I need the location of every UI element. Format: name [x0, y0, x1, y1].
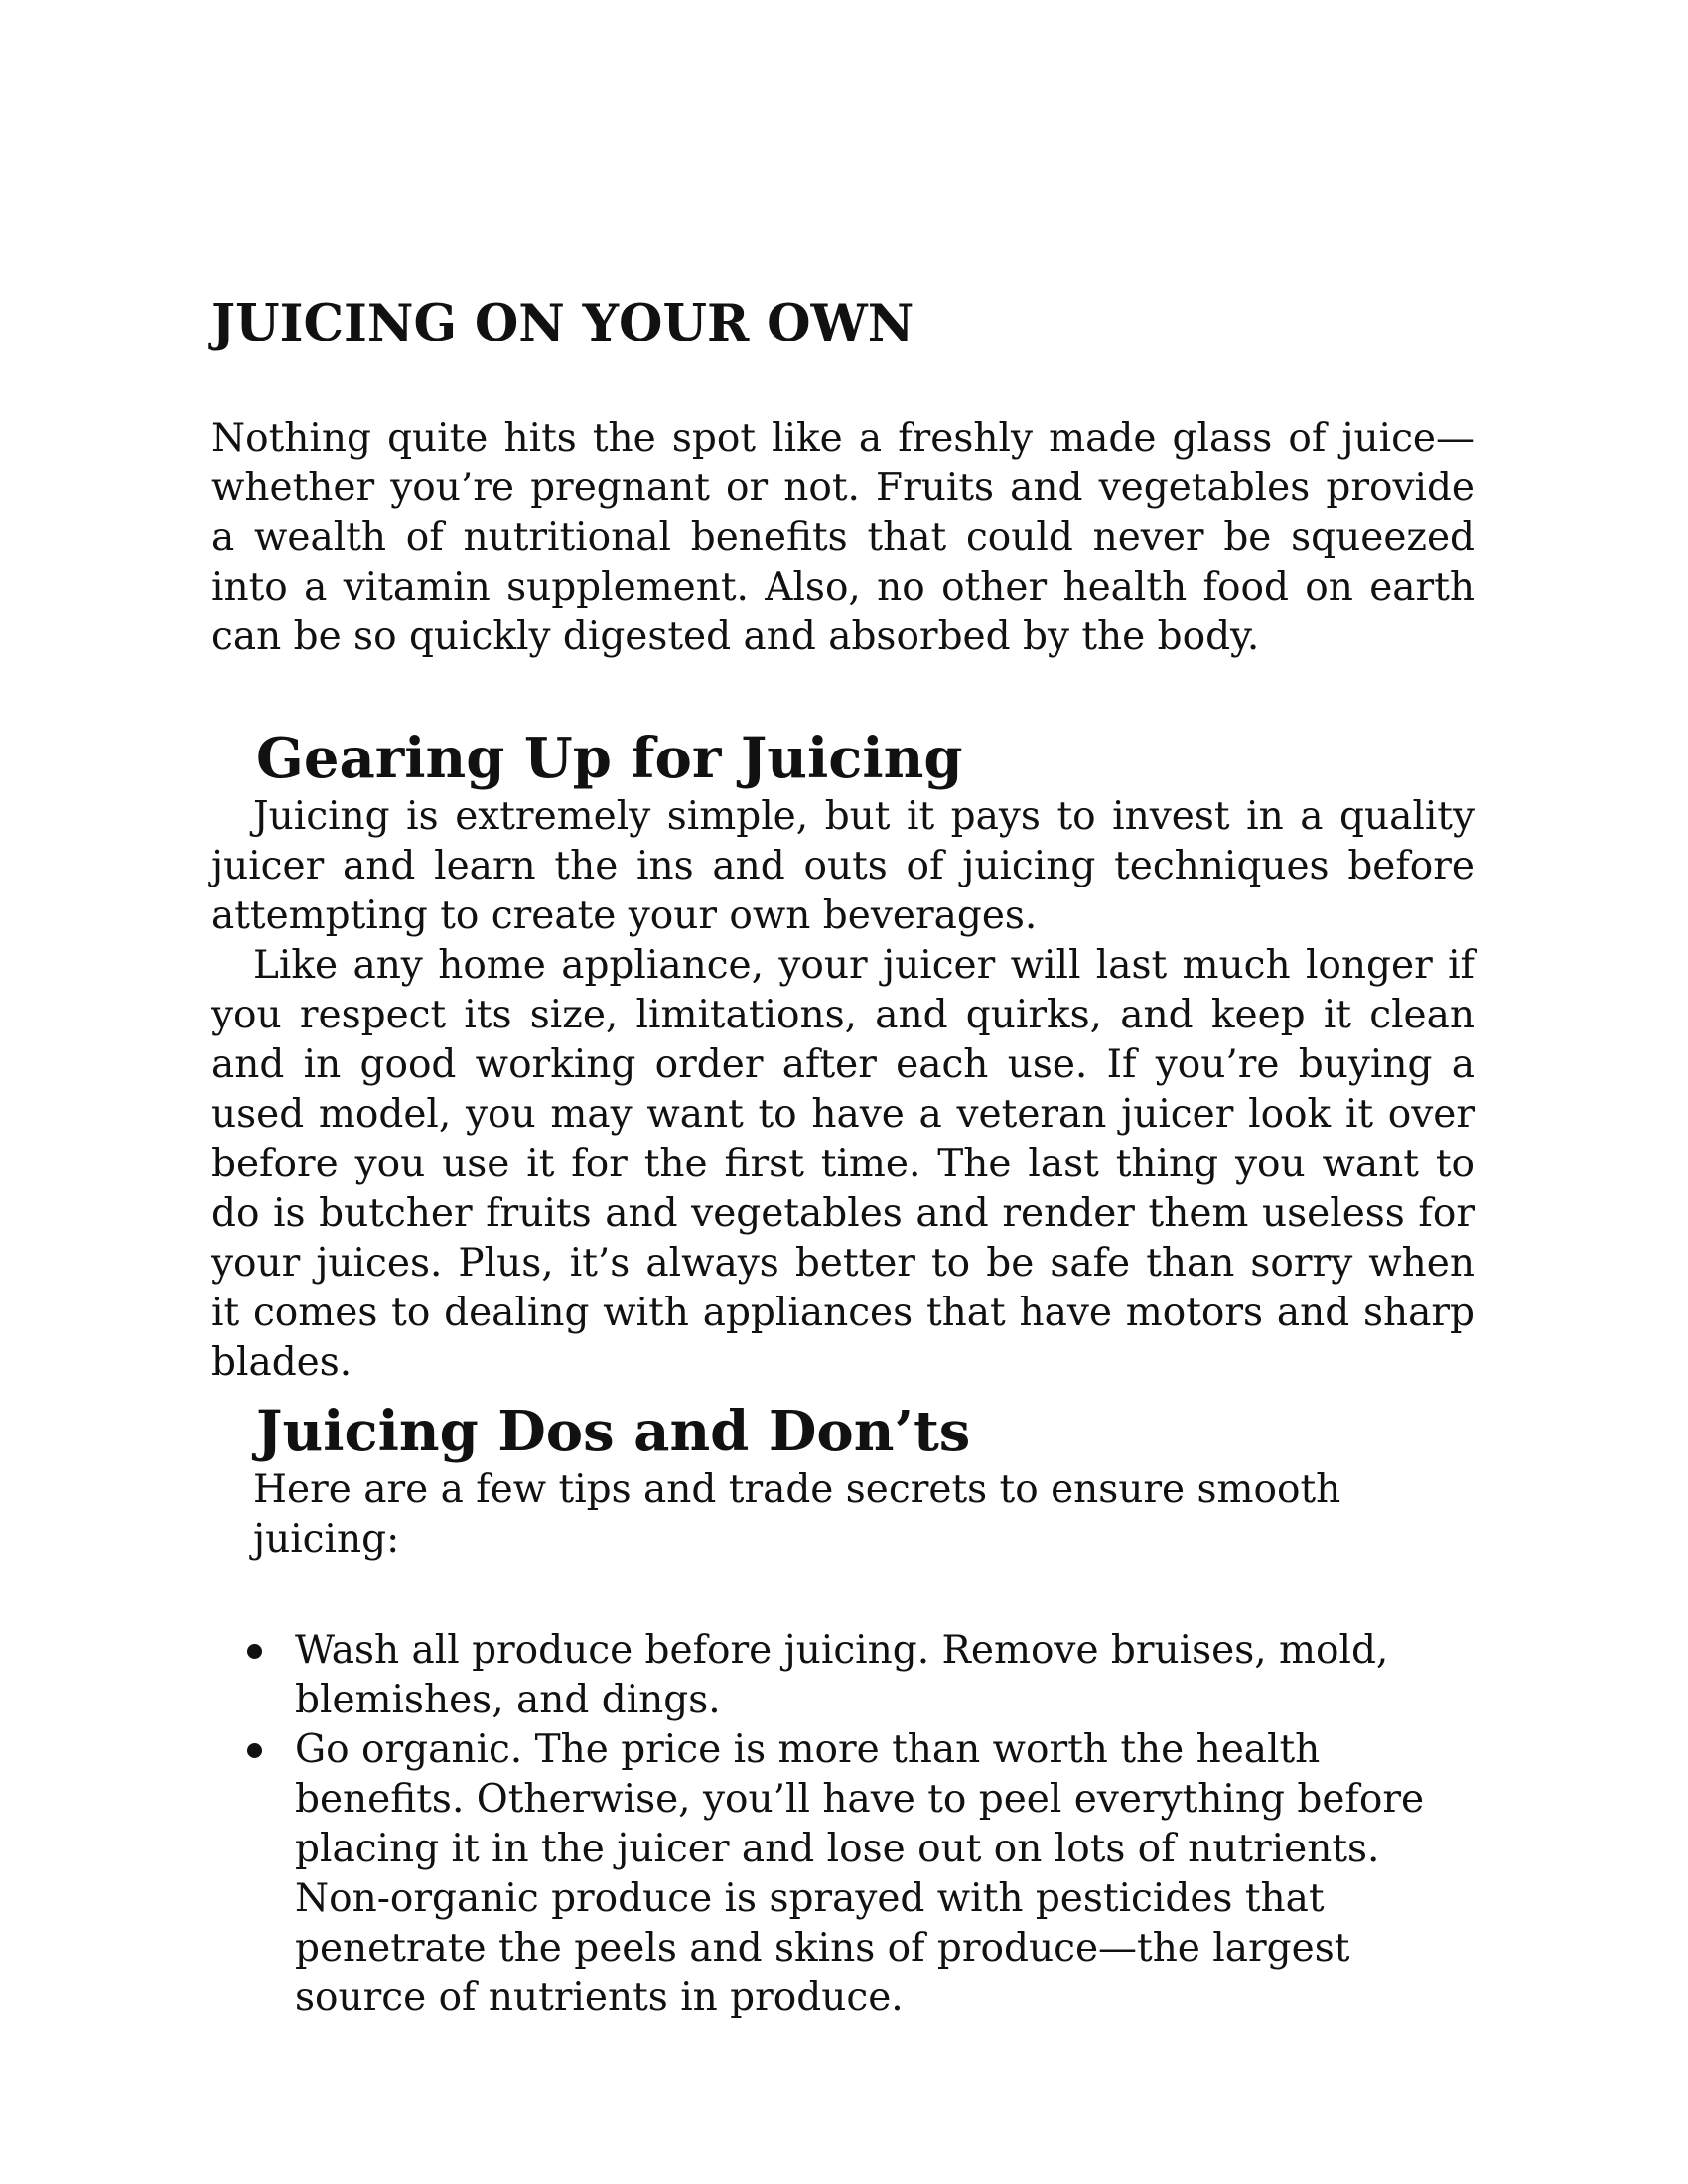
tips-list [211, 1626, 1475, 2023]
chapter-title: JUICING ON YOUR OWN [211, 294, 914, 353]
section-heading: Gearing Up for Juicing [256, 726, 963, 791]
bullet-icon [247, 1644, 262, 1659]
body-paragraph: Juicing is extremely simple, but it pays to invest in a quality juicer and learn the ins and outs of juicing techniques before attempting to create your own beverages. [211, 794, 1475, 938]
list-item-text: Wash all produce before juicing. Remove bruises, mold, blemishes, and dings. [295, 1628, 1389, 1722]
section-dos-and-donts [211, 1398, 1475, 2023]
body-paragraph: Like any home appliance, your juicer will last much longer if you respect its size, limitations, and quirks, and keep it clean and in good working order after each use. If you’re buying a used model, you may want to have a veteran juicer look it over before you use it for the first time. The last thing you want to do is butcher fruits and vegetables and render them useless for your juices. Plus, it’s always better to be safe than sorry when it comes to dealing with appliances that have motors and sharp blades. [211, 943, 1475, 1385]
lead-paragraph: Here are a few tips and trade secrets to ensure smooth juicing: [253, 1467, 1341, 1562]
list-item [211, 1725, 1475, 2023]
section-gearing-up [211, 725, 1475, 1388]
list-item-text: Go organic. The price is more than worth the health benefits. Otherwise, you’ll have to peel everything before placing it in the juicer and lose out on lots of nutrients. Non-organic produce is sprayed with pesticides that penetrate the peels and skins of produce—the largest source of nutrients in produce. [295, 1727, 1425, 2020]
section-heading: Juicing Dos and Don’ts [256, 1399, 971, 1464]
list-item [211, 1626, 1475, 1725]
intro-paragraph: Nothing quite hits the spot like a freshly made glass of juice—whether you’re pregnant or not. Fruits and vegetables provide a wealth of nutritional benefits that could never be squeezed into a vitamin supplement. Also, no other health food on earth can be so quickly digested and absorbed by the body. [211, 416, 1475, 659]
bullet-icon [247, 1743, 262, 1758]
